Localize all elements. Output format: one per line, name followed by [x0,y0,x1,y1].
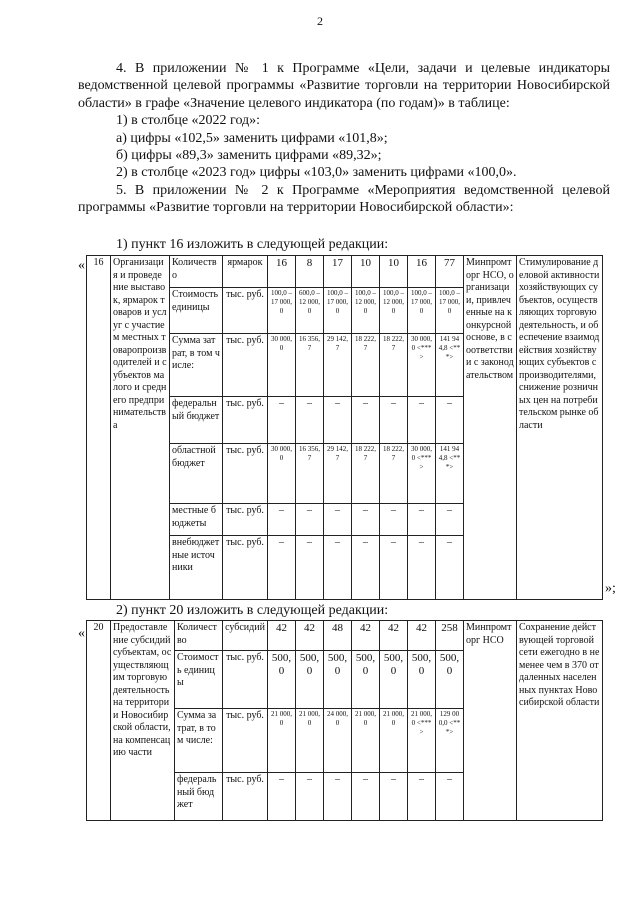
value-cell: 21 000,0 [268,709,296,773]
value-cell: 8 [296,256,324,288]
unit-cell: тыс. руб. [223,773,268,821]
value-cell: 500,0 [436,651,464,709]
indicator-label: федеральный бюджет [170,397,223,444]
unit-cell: тыс. руб. [223,709,268,773]
value-cell: – [296,536,324,600]
value-cell: 42 [380,621,408,651]
value-cell: 29 142,7 [324,334,352,397]
value-cell: 100,0 – 17 000,0 [268,288,296,334]
table-row [87,256,603,288]
value-cell: – [268,504,296,536]
value-cell: 500,0 [380,651,408,709]
value-cell: – [436,536,464,600]
paragraph-4-1b: б) цифры «89,3» заменить цифрами «89,32»; [116,148,382,164]
value-cell: 18 222,7 [380,444,408,504]
executor-cell: Минпромторг НСО [464,621,517,821]
value-cell: 10 [380,256,408,288]
value-cell: 42 [352,621,380,651]
paragraph-4-1a: а) цифры «102,5» заменить цифрами «101,8»; [116,130,388,146]
unit-cell: субсидий [223,621,268,651]
value-cell: 141 944,8 <***> [436,444,464,504]
value-cell: 100,0 – 12 000,0 [352,288,380,334]
unit-cell: тыс. руб. [223,651,268,709]
value-cell: 500,0 [296,651,324,709]
value-cell: 30 000,0 [268,444,296,504]
value-cell: – [380,536,408,600]
value-cell: 10 [352,256,380,288]
value-cell: – [296,773,324,821]
value-cell: – [324,397,352,444]
quote-close-1: »; [605,581,616,596]
paragraph-5: 5. В приложении № 2 к Программе «Мероприятия ведомственной целевой программы «Развитие торговли на территории Новосибирской области»: [78,182,610,216]
value-cell: 18 222,7 [380,334,408,397]
value-cell: 500,0 [268,651,296,709]
document-body [78,60,610,217]
unit-cell: тыс. руб. [223,397,268,444]
value-cell: – [408,397,436,444]
value-cell: 21 000,0 [296,709,324,773]
value-cell: – [352,504,380,536]
value-cell: – [436,397,464,444]
indicator-label: внебюджетные источники [170,536,223,600]
activity-name: Предоставление субсидий субъектам, осуществляющим торговую деятельность на территории Новосибирской области, на компенсацию части [111,621,175,821]
value-cell: 29 142,7 [324,444,352,504]
value-cell: – [352,773,380,821]
value-cell: – [352,536,380,600]
quote-open-2: « [78,626,85,641]
indicator-label: Сумма затрат, в том числе: [170,334,223,397]
indicator-label: местные бюджеты [170,504,223,536]
value-cell: – [408,504,436,536]
indicator-label: федеральный бюджет [175,773,223,821]
indicator-label: областной бюджет [170,444,223,504]
paragraph-4-1: 1) в столбце «2022 год»: [116,113,261,129]
value-cell: 17 [324,256,352,288]
value-cell: – [380,397,408,444]
value-cell: – [352,397,380,444]
value-cell: 100,0 – 12 000,0 [380,288,408,334]
unit-cell: ярмарок [223,256,268,288]
expected-result-cell: Сохранение действующей торговой сети ежегодно в не менее чем в 370 отдаленных населенных пунктах Новосибирской области [517,621,603,821]
quote-open-1: « [78,258,85,273]
value-cell: 18 222,7 [352,444,380,504]
value-cell: 16 [408,256,436,288]
value-cell: 30 000,0 <***> [408,334,436,397]
value-cell: 77 [436,256,464,288]
value-cell: 21 000,0 <***> [408,709,436,773]
value-cell: 16 356,7 [296,444,324,504]
subitem-1: 1) пункт 16 изложить в следующей редакции: [116,237,389,252]
indicator-label: Количество [170,256,223,288]
indicator-label: Стоимость единицы [170,288,223,334]
value-cell: – [324,536,352,600]
unit-cell: тыс. руб. [223,444,268,504]
subitem-2: 2) пункт 20 изложить в следующей редакции: [116,603,389,618]
value-cell: – [436,773,464,821]
indicator-label: Стоимость единицы [175,651,223,709]
table-row [87,621,603,651]
item-number: 16 [87,256,111,600]
unit-cell: тыс. руб. [223,288,268,334]
value-cell: 500,0 [408,651,436,709]
value-cell: – [436,504,464,536]
item-number: 20 [87,621,111,821]
value-cell: 129 000,0 <***> [436,709,464,773]
value-cell: – [296,397,324,444]
indicator-label: Сумма затрат, в том числе: [175,709,223,773]
value-cell: 500,0 [352,651,380,709]
value-cell: – [268,536,296,600]
value-cell: 48 [324,621,352,651]
unit-cell: тыс. руб. [223,334,268,397]
value-cell: – [296,504,324,536]
page-number: 2 [317,14,323,28]
program-table-item-16 [86,255,603,600]
value-cell: – [408,536,436,600]
executor-cell: Минпромторг НСО, организации, привлеченные на конкурсной основе, в соответствии с законодательством [464,256,517,600]
value-cell: – [268,397,296,444]
value-cell: 16 356,7 [296,334,324,397]
program-table-item-20 [86,620,603,821]
value-cell: 600,0 – 12 000,0 [296,288,324,334]
value-cell: 18 222,7 [352,334,380,397]
activity-name: Организация и проведение выставок, ярмарок товаров и услуг с участием местных товаропроизводителей и субъектов малого и среднего предпринимательства [111,256,170,600]
value-cell: – [408,773,436,821]
value-cell: – [324,504,352,536]
expected-result-cell: Стимулирование деловой активности хозяйствующих субъектов, осуществляющих торговую деятельность, и обеспечение взаимодействия хозяйствующих субъектов с производителями, снижение розничных цен на потребительском рынке области [517,256,603,600]
value-cell: 500,0 [324,651,352,709]
value-cell: – [268,773,296,821]
value-cell: – [324,773,352,821]
indicator-label: Количество [175,621,223,651]
value-cell: 100,0 – 17 000,0 [436,288,464,334]
value-cell: 24 000,0 [324,709,352,773]
value-cell: – [380,504,408,536]
value-cell: 100,0 – 17 000,0 [408,288,436,334]
value-cell: 30 000,0 [268,334,296,397]
unit-cell: тыс. руб. [223,536,268,600]
value-cell: – [380,773,408,821]
value-cell: 100,0 – 17 000,0 [324,288,352,334]
value-cell: 258 [436,621,464,651]
value-cell: 21 000,0 [352,709,380,773]
value-cell: 42 [268,621,296,651]
value-cell: 21 000,0 [380,709,408,773]
value-cell: 30 000,0 <***> [408,444,436,504]
paragraph-4-2: 2) в столбце «2023 год» цифры «103,0» заменить цифрами «100,0». [116,165,517,181]
value-cell: 42 [408,621,436,651]
value-cell: 16 [268,256,296,288]
unit-cell: тыс. руб. [223,504,268,536]
paragraph-4: 4. В приложении № 1 к Программе «Цели, задачи и целевые индикаторы ведомственной целевой программы «Развитие торговли на территории Новосибирской области» в графе «Значение целевого индикатора (по годам)» в таблице: [78,61,610,111]
value-cell: 42 [296,621,324,651]
value-cell: 141 944,8 <***> [436,334,464,397]
